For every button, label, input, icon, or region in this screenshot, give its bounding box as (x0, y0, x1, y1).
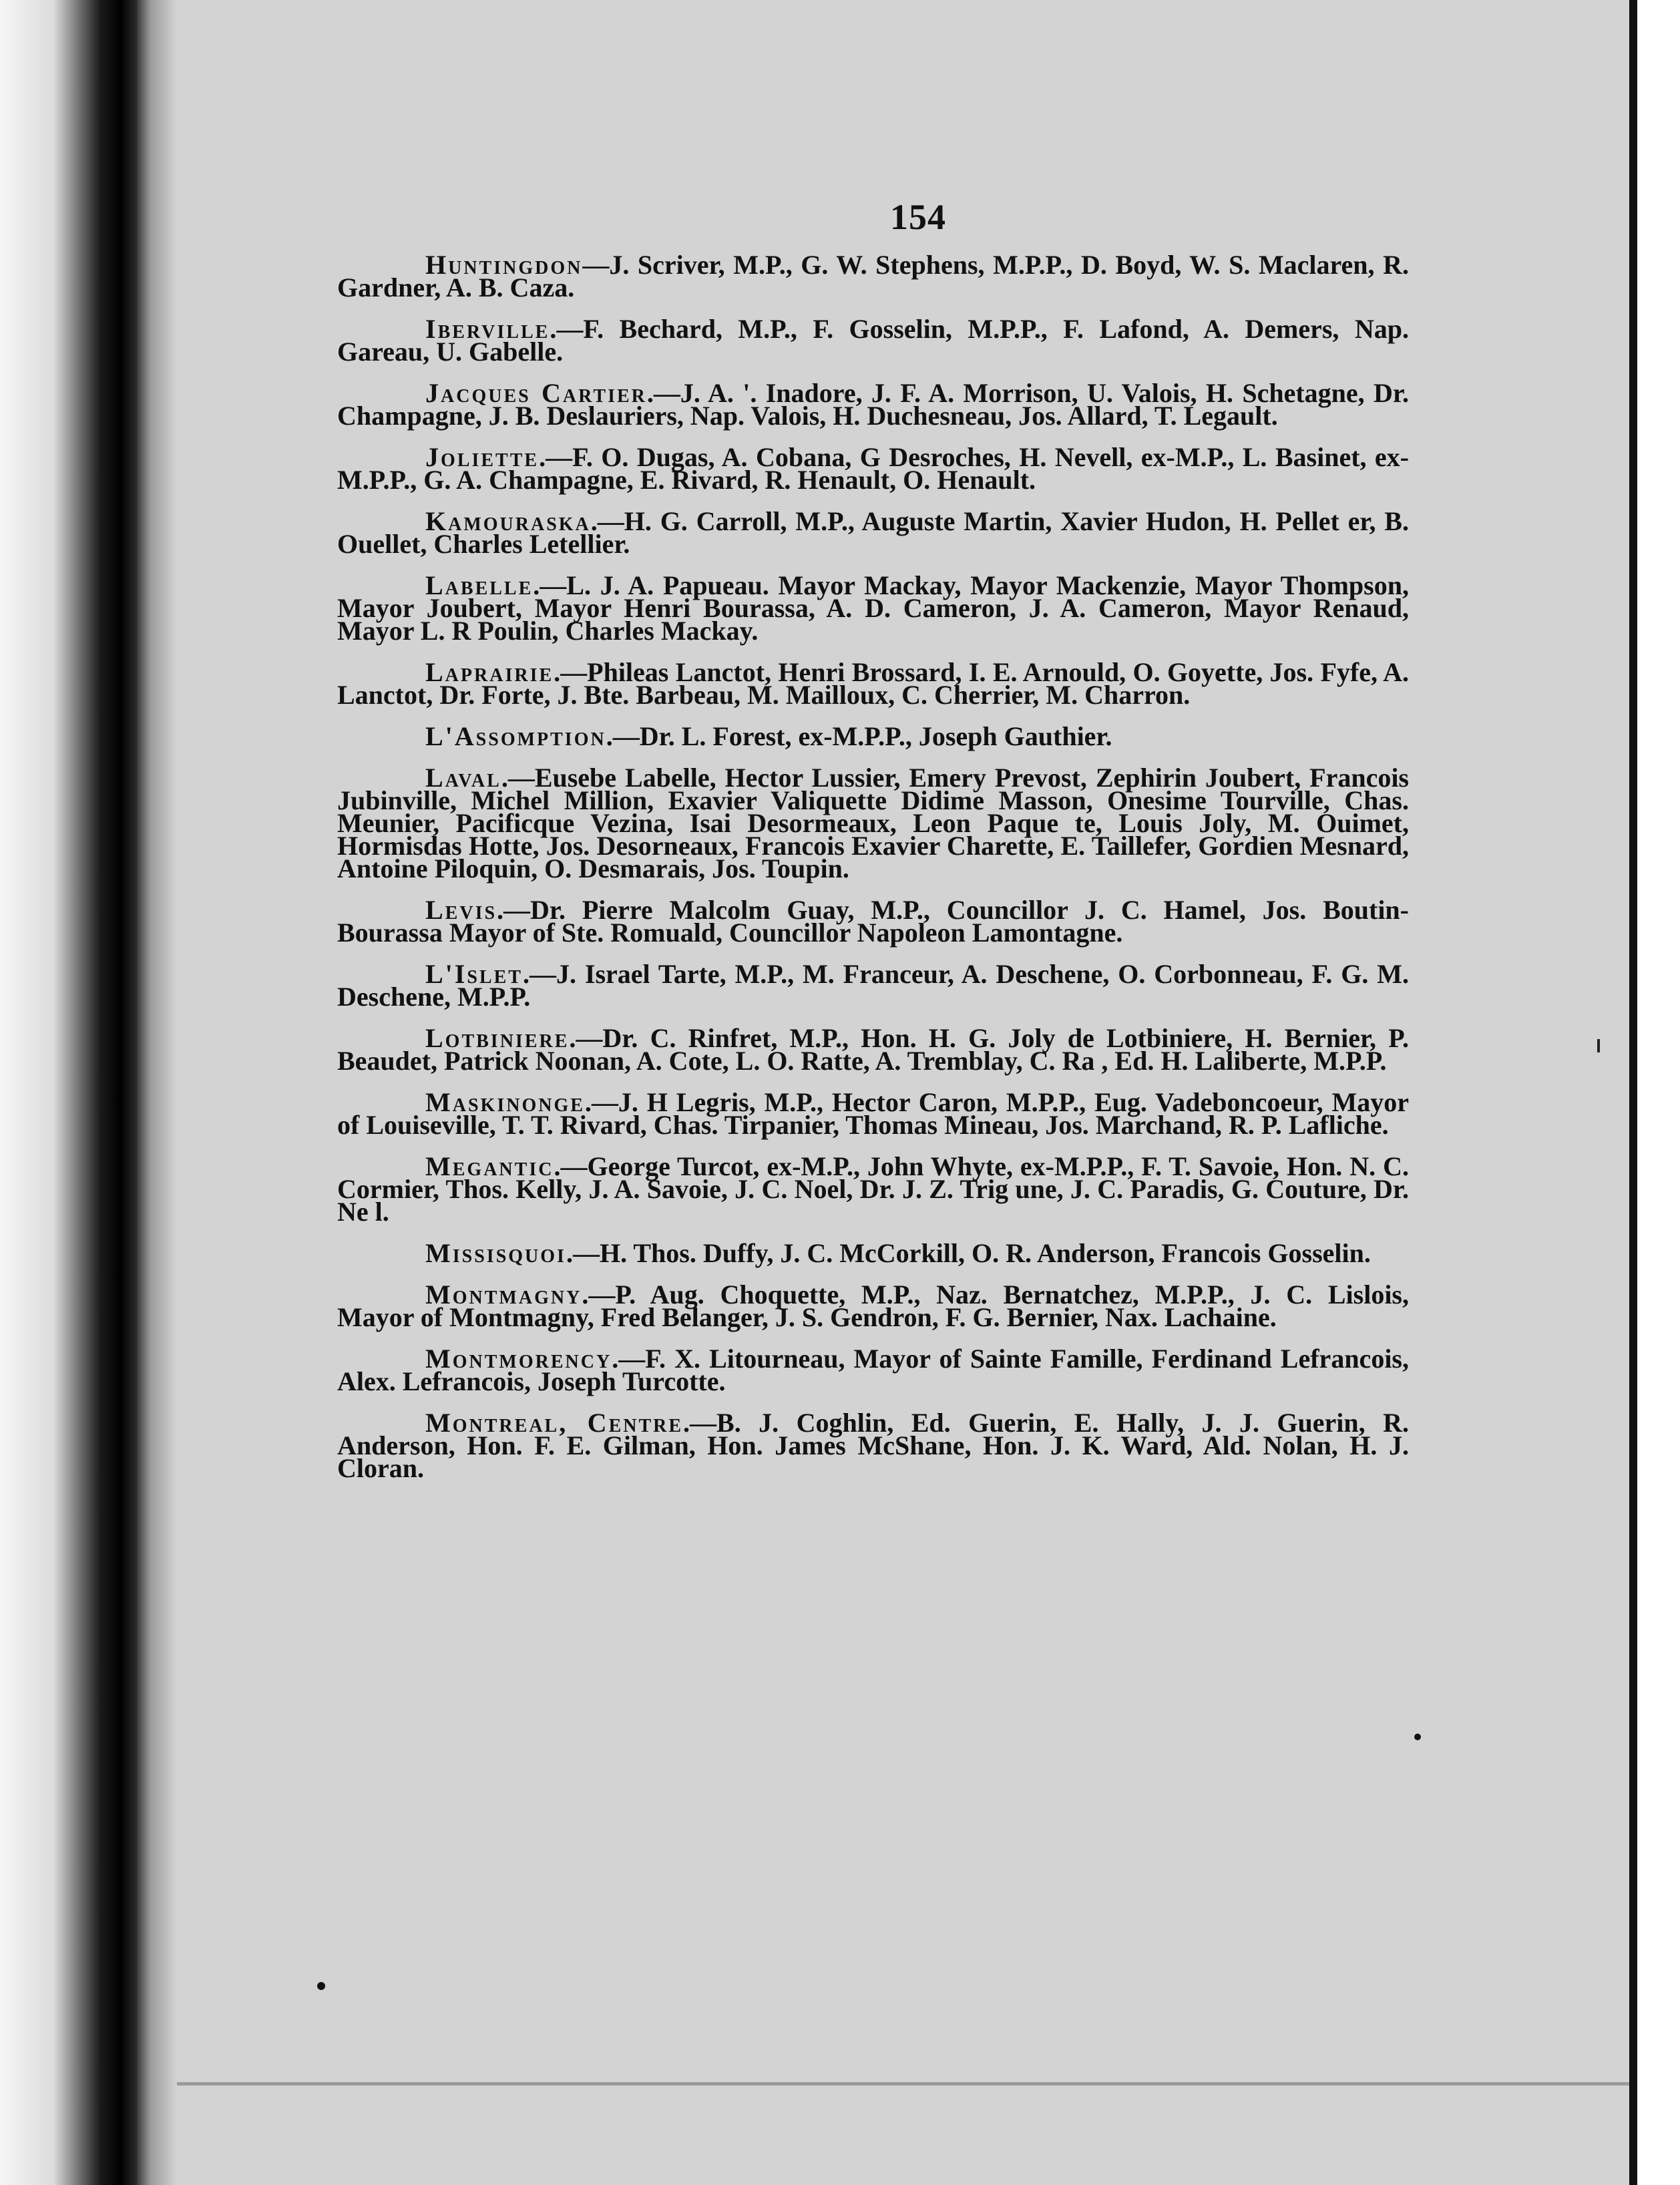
county-name: Levis (425, 895, 497, 925)
county-name: Montmorency (425, 1344, 612, 1374)
county-name: Kamouraska (425, 506, 591, 536)
entry-huntingdon (337, 250, 1409, 303)
scan-mark (1597, 1039, 1600, 1052)
entry-kamouraska (337, 506, 1409, 559)
county-name: L'Assomption (425, 721, 606, 751)
entry-names: .—J. Israel Tarte, M.P., M. Franceur, A. Deschene, O. Corbonneau, F. G. M. Deschene, M.P.P. (337, 959, 1409, 1012)
scan-speck (1414, 1734, 1421, 1740)
entry-names: .—F. X. Litourneau, Mayor of Sainte Famille, Ferdinand Lefrancois, Alex. Lefrancois, Joseph Turcotte. (337, 1344, 1409, 1396)
county-name: Montmagny (425, 1279, 582, 1310)
county-name: Laprairie (425, 657, 554, 687)
entry-lotbiniere (337, 1023, 1409, 1076)
entry-lislet (337, 959, 1409, 1012)
county-name: Montreal, Centre (425, 1408, 684, 1438)
page-bottom-edge (177, 2082, 1629, 2085)
entry-missisquoi (337, 1238, 1409, 1268)
scan-binding-edge (0, 0, 137, 2185)
entry-montreal-centre (337, 1408, 1409, 1483)
entry-levis (337, 895, 1409, 948)
page-number: 154 (890, 197, 946, 237)
entry-names: .—F. O. Dugas, A. Cobana, G Desroches, H. Nevell, ex-M.P., L. Basinet, ex-M.P.P., G. A. Champagne, E. Rivard, R. Henault, O. Henault. (337, 442, 1409, 495)
scan-speck (317, 1982, 325, 1990)
entry-jacques-cartier (337, 378, 1409, 431)
entry-laval (337, 763, 1409, 883)
entry-laprairie (337, 657, 1409, 710)
entry-lassomption (337, 721, 1409, 751)
entry-montmagny (337, 1279, 1409, 1332)
entry-names: .—B. J. Coghlin, Ed. Guerin, E. Hally, J. J. Guerin, R. Anderson, Hon. F. E. Gilman, Hon. James McShane, Hon. J. K. Ward, Ald. Nolan, H. J. Cloran. (337, 1408, 1409, 1483)
entry-names: .—H. G. Carroll, M.P., Auguste Martin, Xavier Hudon, H. Pellet er, B. Ouellet, Charles Letellier. (337, 506, 1409, 559)
entry-names: .—J. H Legris, M.P., Hector Caron, M.P.P., Eug. Vadeboncoeur, Mayor of Louiseville, T. T. Rivard, Chas. Tirpanier, Thomas Mineau, Jos. Marchand, R. P. Lafliche. (337, 1087, 1409, 1140)
entry-names: .—Eusebe Labelle, Hector Lussier, Emery Prevost, Zephirin Joubert, Francois Jubinville, Michel Million, Exavier Valiquette Didime Masson, Onesime Tourville, Chas. Meunier, Pacificque Vezina, Isai Desormeaux, Leon Paque te, Louis Joly, M. Ouimet, Hormisdas Hotte, Jos. Desorneaux, Francois Exavier Charette, E. Taillefer, Gordien Mesnard, Antoine Piloquin, O. Desmarais, Jos. Toupin. (337, 763, 1409, 883)
scan-binding-shadow (137, 0, 177, 2185)
entry-megantic (337, 1151, 1409, 1227)
entry-montmorency (337, 1344, 1409, 1396)
entry-names: .—George Turcot, ex-M.P., John Whyte, ex-M.P.P., F. T. Savoie, Hon. N. C. Cormier, Thos. Kelly, J. A. Savoie, J. C. Noel, Dr. J. Z. Trig une, J. C. Paradis, G. Couture, Dr. Ne l. (337, 1151, 1409, 1227)
entry-names: .—Dr. C. Rinfret, M.P., Hon. H. G. Joly de Lotbiniere, H. Bernier, P. Beaudet, Patrick Noonan, A. Cote, L. O. Ratte, A. Tremblay, C. Ra , Ed. H. Laliberte, M.P.P. (337, 1023, 1409, 1076)
entry-names: .—J. A. '. Inadore, J. F. A. Morrison, U. Valois, H. Schetagne, Dr. Champagne, J. B. Deslauriers, Nap. Valois, H. Duchesneau, Jos. Allard, T. Legault. (337, 378, 1409, 431)
county-name: Joliette (425, 442, 540, 472)
entry-labelle (337, 570, 1409, 646)
county-name: Labelle (425, 570, 534, 600)
county-name: Iberville (425, 314, 550, 344)
entry-names: .—H. Thos. Duffy, J. C. McCorkill, O. R. Anderson, Francois Gosselin. (566, 1238, 1371, 1268)
entries-list (337, 250, 1409, 1499)
county-name: Laval (425, 763, 501, 793)
county-name: Megantic (425, 1151, 554, 1181)
county-name: Missisquoi (425, 1238, 566, 1268)
entry-names: .—Phileas Lanctot, Henri Brossard, I. E. Arnould, O. Goyette, Jos. Fyfe, A. Lanctot, Dr. Forte, J. Bte. Barbeau, M. Mailloux, C. Cherrier, M. Charron. (337, 657, 1409, 710)
entry-names: —J. Scriver, M.P., G. W. Stephens, M.P.P., D. Boyd, W. S. Maclaren, R. Gardner, A. B. Caza. (337, 250, 1409, 303)
county-name: L'Islet (425, 959, 523, 989)
entry-names: .—L. J. A. Papueau. Mayor Mackay, Mayor Mackenzie, Mayor Thompson, Mayor Joubert, Mayor Henri Bourassa, A. D. Cameron, J. A. Cameron, Mayor Renaud, Mayor L. R Poulin, Charles Mackay. (337, 570, 1409, 646)
entry-names: .—Dr. Pierre Malcolm Guay, M.P., Councillor J. C. Hamel, Jos. Boutin-Bourassa Mayor of Ste. Romuald, Councillor Napoleon Lamontagne. (337, 895, 1409, 948)
scan-right-edge-line (1629, 0, 1637, 2185)
county-name: Jacques Cartier (425, 378, 647, 408)
entry-maskinonge (337, 1087, 1409, 1140)
county-name: Maskinonge (425, 1087, 585, 1117)
entry-iberville (337, 314, 1409, 367)
county-name: Lotbiniere (425, 1023, 570, 1053)
entry-names: .—F. Bechard, M.P., F. Gosselin, M.P.P., F. Lafond, A. Demers, Nap. Gareau, U. Gabelle. (337, 314, 1409, 367)
county-name: Huntingdon (425, 250, 583, 280)
entry-names: .—P. Aug. Choquette, M.P., Naz. Bernatchez, M.P.P., J. C. Lislois, Mayor of Montmagny, Fred Belanger, J. S. Gendron, F. G. Bernier, Nax. Lachaine. (337, 1279, 1409, 1332)
entry-names: .—Dr. L. Forest, ex-M.P.P., Joseph Gauthier. (606, 721, 1112, 751)
entry-joliette (337, 442, 1409, 495)
